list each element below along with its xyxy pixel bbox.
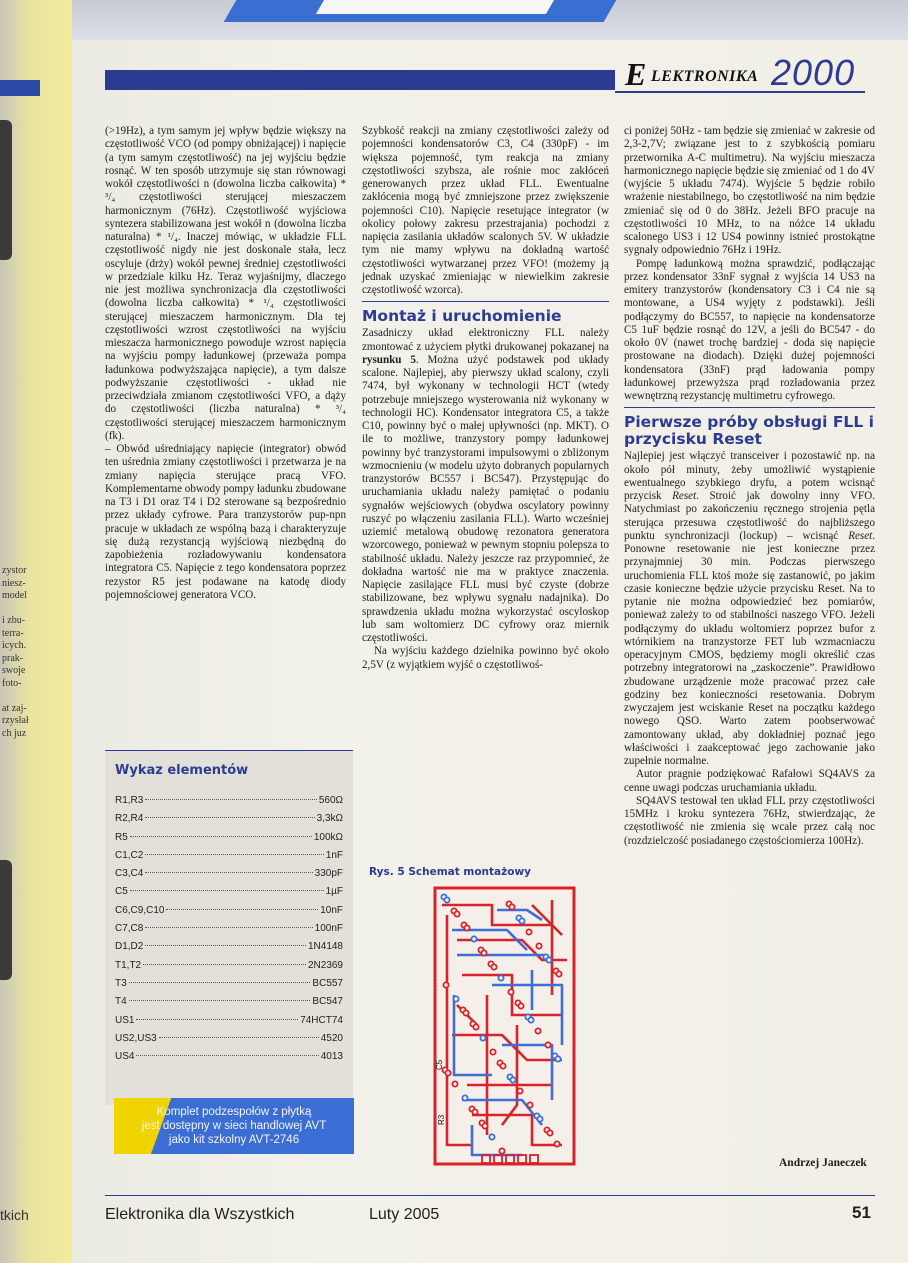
section-rule-2 <box>624 407 875 408</box>
left-page-fragment: swoje <box>2 665 26 676</box>
pcb-pad <box>545 1042 550 1047</box>
part-designator: T4 <box>115 996 127 1008</box>
part-value: 10nF <box>320 904 343 916</box>
part-designator: C1,C2 <box>115 849 144 861</box>
kit-line-3: jako kit szkolny AVT-2746 <box>168 1134 300 1146</box>
parts-list-row <box>105 813 353 831</box>
col3-paragraph-4: Autor pragnie podziękować Rafałowi SQ4AVS za cenne uwagi podczas uruchamiania układu. <box>624 768 875 794</box>
left-page-fragment: niesz- <box>2 577 26 589</box>
dot-leader <box>136 1055 318 1056</box>
part-designator: C6,C9,C10 <box>115 904 165 916</box>
parts-list-row <box>105 996 353 1014</box>
part-value: 3,3kΩ <box>316 813 343 825</box>
part-value: BC547 <box>312 996 343 1008</box>
part-value: 330pF <box>314 868 343 880</box>
part-designator: C5 <box>115 886 128 898</box>
pcb-pad <box>556 971 561 976</box>
figure-caption: Rys. 5 Schemat montażowy <box>369 866 532 878</box>
pcb-pad <box>463 1010 468 1015</box>
parts-list-row <box>105 1033 353 1051</box>
left-page-fragment: icych. <box>2 640 27 651</box>
dot-leader <box>130 836 312 837</box>
part-value: 560Ω <box>318 795 343 806</box>
footer-page-number: 51 <box>852 1203 871 1222</box>
dot-leader <box>145 945 306 946</box>
part-value: 100nF <box>314 923 343 935</box>
article-column-3 <box>624 125 875 848</box>
col3-p3-text-b: . Stroić jak dowolny inny VFO. Natychmiast po zakończeniu ręcznego strojenia pętla sterująca przesuwa częstotliwość do najbliższego punktu synchronizacji (lockup) – wcisnąć <box>624 490 875 542</box>
pcb-pad <box>480 1035 485 1040</box>
dot-leader <box>143 964 306 965</box>
left-page-fragment: ch juz <box>2 727 27 739</box>
pcb-layout-figure <box>432 885 577 1167</box>
logo-year: 2000 <box>771 52 856 93</box>
pcb-pad <box>510 1077 515 1082</box>
left-page-header-bar <box>0 80 40 96</box>
part-designator: US2,US3 <box>115 1032 157 1044</box>
part-designator: T3 <box>115 977 127 989</box>
pcb-pad <box>528 1017 533 1022</box>
part-value: 1µF <box>325 886 343 898</box>
pcb-pad <box>481 950 486 955</box>
dot-leader <box>130 890 324 891</box>
parts-list-row <box>105 832 353 850</box>
pcb-pad <box>454 911 459 916</box>
left-page-fragment: i zbu- <box>2 615 26 626</box>
col2-intro: Szybkość reakcji na zmiany częstotliwości zależy od pojemności kondensatorów C3, C4 (330pF) - im większa pojemność, tym reakcja na zmiany częstotliwości szybsza, ale rośnie moc zakłóceń generowanych przez układ FLL. Ewentualne zakłócenia mogą być zmniejszone przez zwiększenie pojemności C10). Napięcie resetujące integrator (w okolicy połowy zakresu przestrajania) pochodzi z napięcia zasilania układów scalonych 5V. W układzie tym nie mamy wpływu na dokładną wartość częstotliwości wytwarzanej przez VFO! (możemy ją jednak uzyskać zmieniając w niewielkim zakresie częstotliwość wzorca). <box>362 125 609 296</box>
col3-paragraph-1: ci poniżej 50Hz - tam będzie się zmieniać w zakresie od 2,3-2,7V; związane jest to z szybkością pomiaru przetwornika A-C multimetru). Na wyjściu mieszacza harmonicznego napięcie będzie się zmieniać od 1 do 4V (wyjście 5 układu 7474). Wyjście 5 będzie robiło wrażenie niestabilnego, bo częstotliwość na nim będzie zmieniać się od 0 do 38Hz. Jeżeli BFO pracuje na częstotliwości 10 MHz, to na nóżce 14 układu scalonego US3 i 12 US4 powinny istnieć prostokątne sygnały odpowiednio 76Hz i 19Hz. <box>624 125 875 257</box>
dot-leader <box>129 982 311 983</box>
pcb-pad <box>535 1028 540 1033</box>
dot-leader <box>145 872 312 873</box>
col3-paragraph-3 <box>624 450 875 768</box>
pcb-pad <box>517 1088 522 1093</box>
pcb-pad <box>489 1134 494 1139</box>
magazine-logo <box>625 52 885 93</box>
reset-emphasis-2: Reset <box>848 529 873 542</box>
parts-list-box <box>105 750 353 1105</box>
left-page-fragment: prak- <box>2 652 24 664</box>
dot-leader <box>166 909 318 910</box>
logo-word: LEKTRONIKA <box>651 68 759 85</box>
pcb-pad <box>555 1056 560 1061</box>
pcb-pad <box>537 1116 542 1121</box>
dot-leader <box>145 854 323 855</box>
part-value: 2N2369 <box>307 959 343 971</box>
left-page-fragment: zystor <box>2 565 27 576</box>
pcb-label-c5: C5 <box>435 1059 444 1070</box>
pcb-pad <box>536 943 541 948</box>
pcb-pad <box>445 1070 450 1075</box>
kit-advert-box <box>114 1098 354 1154</box>
dot-leader <box>129 1000 311 1001</box>
parts-list-row <box>105 941 353 959</box>
pcb-pad <box>554 1141 559 1146</box>
pcb-pad <box>499 1148 504 1153</box>
footer-issue-date: Luty 2005 <box>369 1206 440 1223</box>
col2-body-text-a: Zasadniczy układ elektroniczny FLL należy zmontować z użyciem płytki drukowanej pokazanej na <box>362 327 609 353</box>
part-designator: US1 <box>115 1014 135 1026</box>
pcb-pad <box>452 1081 457 1086</box>
part-value: 4520 <box>320 1032 343 1044</box>
pcb-pad <box>508 989 513 994</box>
parts-list-row <box>105 905 353 923</box>
part-designator: R1,R3 <box>115 795 144 806</box>
pcb-pad <box>527 1102 532 1107</box>
part-value: 4013 <box>320 1051 343 1063</box>
col3-paragraph-2: Pompę ładunkową można sprawdzić, podłączając przez kondensator 33nF sygnał z wyjścia 14 US3 na emitery tranzystorów (kondensatory C3 i C4 nie są montowane, a US4 wyjęty z podstawki). Jeśli podłączymy do BC557, to napięcie na kondensatorze C5 1uF będzie rosnąć do 12V, a jeśli do BC547 - do około 0V (nawet trochę bardziej - doda się napięcie prostowane na diodach). Dzięki dużej pojemności kondensatora (33nF) prąd ładowania pompy ładunkowej przewyższa prąd rozładowania przez wewnętrzną rezystancję multimetru cyfrowego. <box>624 257 875 402</box>
dot-leader <box>145 927 312 928</box>
parts-list-row <box>105 868 353 886</box>
header-bar <box>105 70 615 90</box>
pcb-label-r3: R3 <box>437 1114 446 1125</box>
kit-line-2: jest dostępny w sieci handlowej AVT <box>141 1120 327 1132</box>
pcb-pad <box>453 996 458 1001</box>
kit-line-1: Komplet podzespołów z płytką <box>156 1106 312 1118</box>
pcb-pad <box>518 1003 523 1008</box>
parts-list-row <box>105 960 353 978</box>
left-page-fragment: model <box>2 590 27 601</box>
pcb-pad <box>490 1049 495 1054</box>
part-designator: C7,C8 <box>115 923 144 935</box>
pcb-pad <box>444 897 449 902</box>
part-designator: D1,D2 <box>115 941 144 953</box>
left-page-footer: tkich <box>0 1207 29 1223</box>
part-designator: C3,C4 <box>115 868 144 880</box>
part-designator: R5 <box>115 831 128 843</box>
dot-leader <box>159 1037 319 1038</box>
pcb-pad <box>546 957 551 962</box>
parts-list-row <box>105 1015 353 1033</box>
article-column-2 <box>362 125 609 672</box>
section-heading-first-tests: Pierwsze próby obsługi FLL i przycisku Reset <box>624 413 874 449</box>
pcb-pad <box>462 1095 467 1100</box>
part-value: BC557 <box>312 977 343 989</box>
parts-list-row <box>105 978 353 996</box>
section-heading-assembly: Montaż i uruchomienie <box>362 307 562 326</box>
part-designator: R2,R4 <box>115 813 144 825</box>
left-page-fragment: rzysłał <box>2 715 29 726</box>
pcb-pad <box>471 936 476 941</box>
left-page-fragment: at zaj- <box>2 702 27 714</box>
part-value: 1N4148 <box>307 941 343 953</box>
left-page-fragment: foto- <box>2 677 22 689</box>
col3-paragraph-5: SQ4AVS testował ten układ FLL przy częstotliwości 15MHz i kroku syntezera 76Hz, stwierdzając, że częstotliwość nie zmienia się wcale przez całą noc (rozdzielczość posiadanego częstościomierza 100Hz). <box>624 794 875 847</box>
part-value: 100kΩ <box>313 831 343 843</box>
pcb-pad <box>500 1063 505 1068</box>
pcb-pad <box>472 1109 477 1114</box>
left-page-photo <box>0 120 12 260</box>
col1-paragraph-2: – Obwód uśredniający napięcie (integrator) obwód ten uśrednia zmiany częstotliwości i przetwarza je na zmiany napięcia sterujące pracą VFO. Komplementarne obwody pompy ładunku zbudowane na T3 i D1 oraz T4 i D2 sterowane są bezpośrednio przez układy cyfrowe. Para tranzystorów pup-npn pracuje w układach ze wspólną bazą i charakteryzuje się dużą rezystancją wyjściową niezbędną do zapobieżenia rozładowywaniu kondensatora integratora C5. Napięcie z tego kondensatora poprzez rezystor R5 jest podawane na katodę diody pojemnościowej generatora VCO. <box>105 443 346 601</box>
pcb-pad <box>464 925 469 930</box>
section-rule <box>362 301 609 302</box>
pcb-pad <box>547 1130 552 1135</box>
col2-body <box>362 327 609 645</box>
figure-reference: rysunku 5 <box>362 353 416 366</box>
pcb-pad <box>482 1123 487 1128</box>
parts-list-row <box>105 886 353 904</box>
logo-letter: E <box>625 56 647 92</box>
footer-rule <box>105 1195 875 1196</box>
parts-list-row <box>105 795 353 813</box>
part-designator: T1,T2 <box>115 959 142 971</box>
part-value: 74HCT74 <box>300 1014 343 1026</box>
col3-p3-text-a: Najlepiej jest włączyć transceiver i pozostawić np. na około pół minuty, żeby umożliwić wystąpienie ewentualnego szybkiego dryfu, a potem wcisnąć przycisk <box>624 450 875 502</box>
col3-p3-text-c: . Ponowne resetowanie nie jest konieczne przez przynajmniej 30 min. Podczas pierwszego uruchomienia FLL ktoś może się zastanowić, po jakim czasie konieczne będzie użycie przycisku Reset. Na to pytanie nie można odpowiedzieć bez pomiarów, ponieważ zależy to od stabilności naszego VFO. Jeżeli podłączymy do układu woltomierz poprzez bufor z wtórnikiem na tranzystorze FET lub wzmacniaczu operacyjnym CMOS, będziemy mogli określić czas potrzebny integratorowi na „zaskoczenie”. Prawidłowo zbudowane urządzenie może pracować przez całe godziny bez konieczności resetowania. Dobrym zwyczajem jest wciskanie Reset na początku każdego nowego QSO. Warto zatem poobserwować zamontowany układ, aby dokładniej poznać jego właściwości i zaakceptować jego zachowanie jako zupełnie normalne. <box>624 529 875 767</box>
parts-list-title: Wykaz elementów <box>115 763 249 778</box>
col1-paragraph-1: (>19Hz), a tym samym jej wpływ będzie większy na częstotliwość VCO (od pompy obniżającej) i napięcie (a tym samym częstotliwość) na jej wyjściu będzie rosnąć. W ten sposób utrzymuje się stan równowagi wokół częstotliwości n (dowolna liczba całkowita) * ³/₄ częstotliwości sterującej mieszaczem harmonicznym (76Hz). Częstotliwość wyjściowa syntezera stabilizowana jest wokół n (dowolna liczba naturalna) * ¹/₄. Inaczej mówiąc, w układzie FLL częstotliwość nigdy nie jest doskonale stała, lecz oscyluje (drży) wokół pewnej średniej częstotliwości w przedziale kilku Hz. Teraz wyjaśnijmy, dlaczego nie jest możliwa synchronizacja dla częstotliwości (dowolna liczba całkowita) * ¹/₄ częstotliwości sterującej mieszaczem harmonicznym. Dla tej częstotliwości wzrost częstotliwości na wyjściu mieszacza harmonicznego powoduje wzrost napięcia na wyjściu pompy ładunkowej (przeważa pompa ładunkowa podwyższająca napięcie), a tym dalsze podwyższanie częstotliwości - układ nie przeciwdziała zmianom częstotliwości VFO, a dąży do częstotliwości (liczba naturalna) * ³/₄ częstotliwości sterującej mieszaczem harmonicznym (fk). <box>105 125 346 442</box>
parts-list-row <box>105 850 353 868</box>
col2-body-2: Na wyjściu każdego dzielnika powinno być około 2,5V (z wyjątkiem wyjść o częstotliwoś- <box>362 645 609 671</box>
dot-leader <box>145 817 314 818</box>
pcb-pad <box>519 918 524 923</box>
dot-leader <box>145 799 316 800</box>
pcb-pad <box>509 904 514 909</box>
left-page-photo-lower <box>0 860 12 980</box>
pcb-pad <box>473 1024 478 1029</box>
article-author: Andrzej Janeczek <box>779 1157 867 1169</box>
footer-magazine-name: Elektronika dla Wszystkich <box>105 1206 295 1223</box>
pcb-pad <box>443 982 448 987</box>
page-curl-white <box>316 0 554 14</box>
part-designator: US4 <box>115 1051 135 1063</box>
article-column-1 <box>105 125 346 602</box>
left-page-edge <box>0 0 72 1263</box>
pcb-pad <box>491 964 496 969</box>
left-page-fragment: terra- <box>2 627 24 639</box>
reset-emphasis-1: Reset <box>672 490 697 502</box>
dot-leader <box>136 1019 298 1020</box>
parts-list-row <box>105 1051 353 1069</box>
part-value: 1nF <box>325 849 343 861</box>
magazine-page <box>72 40 908 1263</box>
parts-list-row <box>105 923 353 941</box>
pcb-pad <box>498 975 503 980</box>
parts-list-rows <box>105 795 353 1069</box>
pcb-pad <box>526 929 531 934</box>
col2-body-text-b: . Można użyć podstawek pod układy scalone. Najlepiej, aby pierwszy układ scalony, czyli 7474, był wykonany w technologii HCT (wtedy potrzebuje mniejszego wysterowania niż wykonany w technologii HC). Kondensator integratora C5, a także C10, powinny być o małej upływności (np. MKT). O ile to możliwe, tranzystory pompy ładunkowej powinny być tranzystorami impulsowymi o zbliżonym wzmocnieniu (w modelu użyto dobranych popularnych tranzystorów BC557 i BC547). Przystępując do uruchamiania układu należy pamiętać o podaniu sygnałów wejściowych (obydwa oscylatory powinny ruszyć po włączeniu zasilania FLL). Warto wcześniej uziemić metalową obudowę rezonatora generatora wzorcowego, ponieważ w pewnym stopniu polepsza to stabilność układu. Należy jeszcze raz przypomnieć, że dokładna wartość nie ma w praktyce znaczenia. Napięcie zasilające FLL musi być czyste (dobrze stabilizowane, bez wpływu sygnału nadajnika). Do sprawdzenia układu można wykorzystać oscyloskop lub sam woltomierz DC cyfrowy oraz miernik częstotliwości. <box>362 353 610 644</box>
